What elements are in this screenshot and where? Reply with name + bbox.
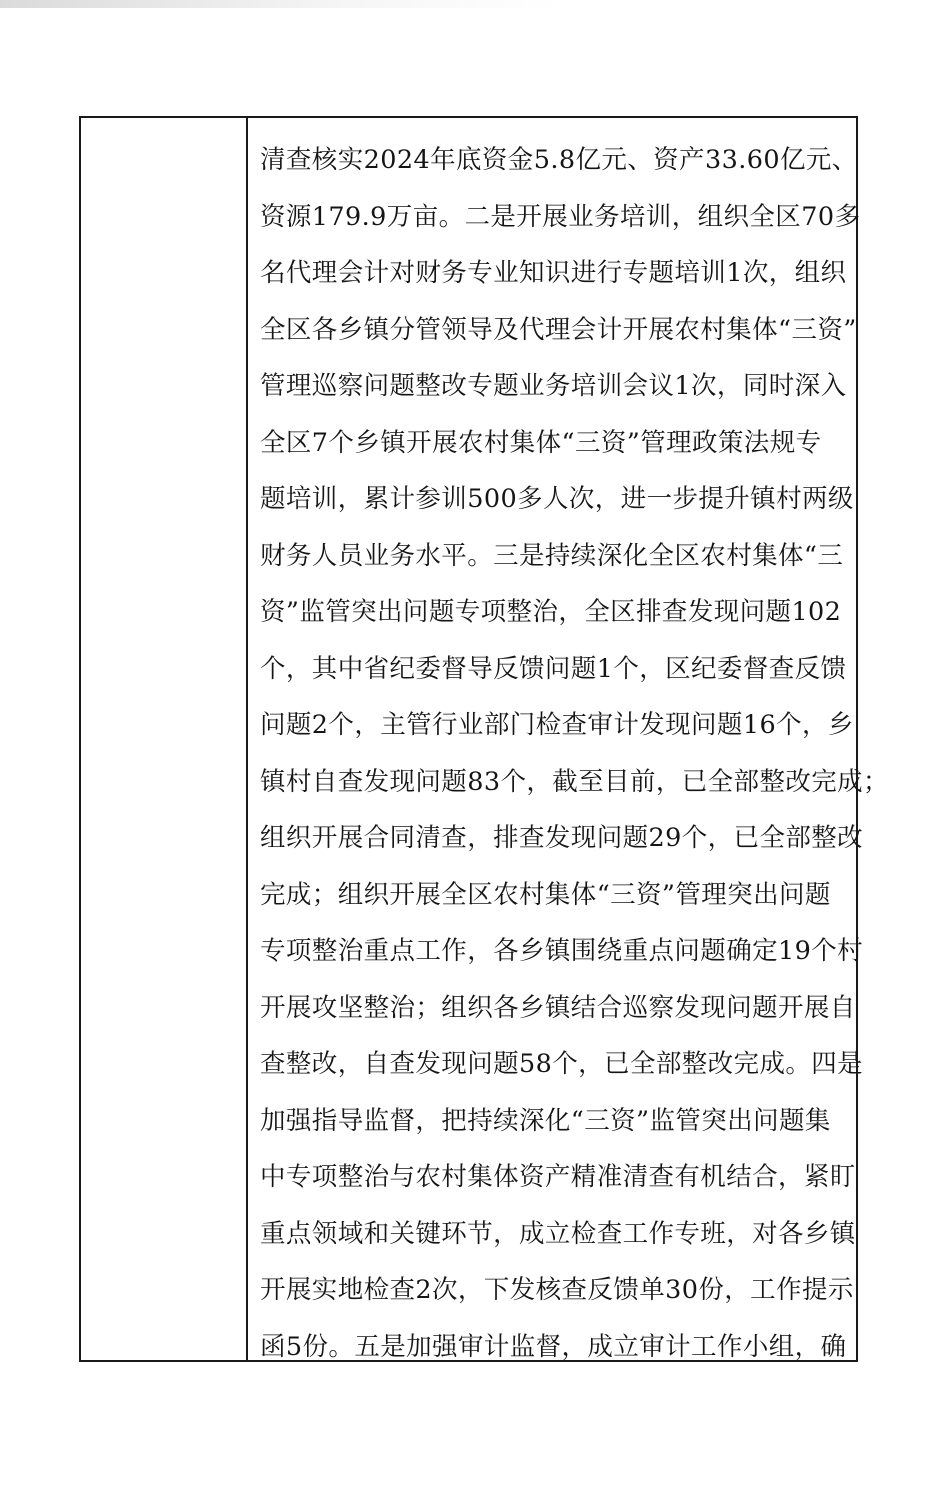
- text-line: 函5份。五是加强审计监督，成立审计工作小组，确: [260, 1331, 847, 1362]
- text-line: 题培训，累计参训500多人次，进一步提升镇村两级: [260, 484, 854, 514]
- text-line: 清查核实2024年底资金5.8亿元、资产33.60亿元、: [260, 145, 858, 175]
- text-line: 资”监管突出问题专项整治，全区排查发现问题102: [260, 597, 842, 627]
- text-line: 全区7个乡镇开展农村集体“三资”管理政策法规专: [260, 427, 822, 458]
- text-line: 重点领域和关键环节，成立检查工作专班，对各乡镇: [260, 1218, 856, 1249]
- table-content-cell: [248, 118, 889, 1362]
- text-line: 开展攻坚整治；组织各乡镇结合巡察发现问题开展自: [260, 992, 856, 1023]
- text-line: 加强指导监督，把持续深化“三资”监管突出问题集: [260, 1105, 831, 1136]
- text-line: 组织开展合同清查，排查发现问题29个，已全部整改: [260, 823, 864, 853]
- scan-edge-artifact: [0, 0, 560, 8]
- text-line: 完成；组织开展全区农村集体“三资”管理突出问题: [260, 879, 831, 910]
- text-line: 镇村自查发现问题83个，截至目前，已全部整改完成；: [260, 766, 889, 797]
- text-line: 中专项整治与农村集体资产精准清查有机结合，紧盯: [260, 1162, 856, 1192]
- text-line: 问题2个，主管行业部门检查审计发现问题16个，乡: [260, 710, 854, 740]
- text-line: 管理巡察问题整改专题业务培训会议1次，同时深入: [260, 371, 847, 401]
- text-line: 开展实地检查2次，下发核查反馈单30份，工作提示: [260, 1275, 854, 1305]
- text-line: 名代理会计对财务专业知识进行专题培训1次，组织: [260, 258, 847, 288]
- text-line: 全区各乡镇分管领导及代理会计开展农村集体“三资”: [260, 314, 857, 345]
- table-left-cell: [81, 118, 248, 1360]
- text-line: 专项整治重点工作，各乡镇围绕重点问题确定19个村: [260, 936, 864, 966]
- paragraph-text: [260, 132, 889, 1375]
- text-line: 资源179.9万亩。二是开展业务培训，组织全区70多: [260, 201, 861, 232]
- text-line: 查整改，自查发现问题58个，已全部整改完成。四是: [260, 1049, 864, 1079]
- text-line: 财务人员业务水平。三是持续深化全区农村集体“三: [260, 540, 844, 571]
- document-table: [79, 116, 889, 1362]
- text-line: 个，其中省纪委督导反馈问题1个，区纪委督查反馈: [260, 653, 847, 684]
